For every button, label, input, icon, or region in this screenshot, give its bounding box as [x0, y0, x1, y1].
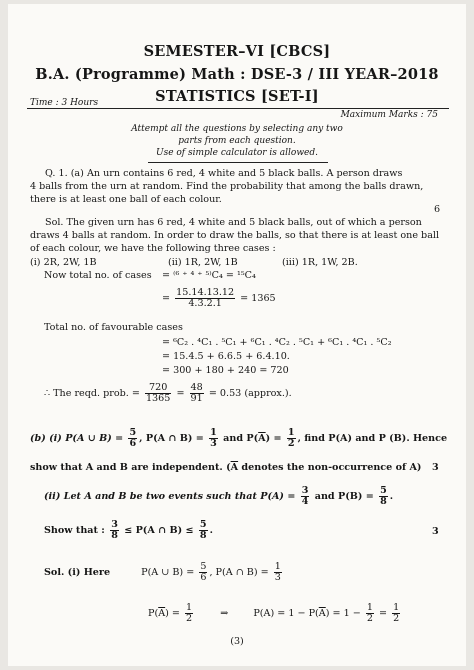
sol1-total-expr: = ⁽⁶ ⁺ ⁴ ⁺ ⁵⁾C₄ = ¹⁵C₄: [162, 270, 256, 281]
q1a-line-3: there is at least one ball of each colour.: [30, 194, 222, 205]
q1b-f2-num: 1: [210, 427, 217, 438]
q1b-line2-a: show that A and B are independent. (: [30, 462, 231, 473]
instruction-3: Use of simple calculator is allowed.: [156, 148, 318, 158]
q1b-i-line-1: [30, 428, 447, 449]
q1b-f2-den: 3: [210, 438, 217, 450]
q1b-ii-show: [44, 520, 213, 541]
sol2-f1-num: 5: [200, 561, 207, 572]
q1b-mid-2: and P(: [223, 433, 259, 445]
implies-arrow-icon: ⇒: [220, 608, 229, 620]
sol1-line-1: Sol. The given urn has 6 red, 4 white and 5 black balls, out of which a person: [45, 217, 422, 228]
prob-num-2: 48: [190, 382, 203, 393]
sol1-case-1: (i) 2R, 2W, 1B: [30, 257, 97, 268]
q1b-mid-3: ) =: [265, 433, 282, 445]
q1b2-mid: and P(B) =: [314, 491, 374, 503]
sol1-case-3: (iii) 1R, 1W, 2B.: [282, 257, 358, 268]
sol2-f2-den: 3: [274, 572, 281, 584]
total-numerator: 15.14.13.12: [176, 287, 235, 298]
q1b2-s2-den: 8: [199, 530, 207, 542]
title-course: B.A. (Programme) Math : DSE-3 / III YEAR–2018: [35, 66, 439, 83]
q1b-f1-den: 6: [129, 438, 137, 450]
q1b-i-part: (b) (i) P(A ∪ B) =: [30, 433, 124, 445]
sol2-l2b: ) =: [165, 608, 180, 620]
sol1-line-3: of each colour, we have the following three cases :: [30, 243, 276, 254]
sol1-fav-3: = 300 + 180 + 240 = 720: [162, 365, 289, 376]
sol2-l2d: ) = 1 −: [325, 608, 361, 620]
q1b2-s1-den: 8: [111, 530, 118, 542]
sol1-case-2: (ii) 1R, 2W, 1B: [168, 257, 238, 268]
prob-num-1: 720: [145, 383, 171, 394]
sol1-fav-1: = ⁶C₂ . ⁴C₁ . ⁵C₁ + ⁶C₁ . ⁴C₂ . ⁵C₁ + ⁶C₁ . ⁴C₁ . ⁵C₂: [162, 337, 392, 348]
sol2-l2-cbar: $\overline{A}$: [318, 608, 326, 620]
q1b2-s1-num: 3: [111, 519, 118, 530]
sol2-g3-den: 2: [393, 613, 400, 625]
time-label: Time : 3 Hours: [30, 98, 99, 108]
sol2-l2a: P(: [148, 608, 159, 620]
sol2-e2: , P(A ∩ B) =: [209, 567, 269, 579]
sol2-e1: P(A ∪ B) =: [141, 567, 195, 579]
q1b-tail: , find P(A) and P (B). Hence: [297, 433, 448, 445]
sol2-g2-den: 2: [366, 613, 373, 625]
q1b-i-marks: 3: [432, 462, 439, 473]
sol2-l2c: P(A) = 1 − P(: [253, 608, 319, 620]
q1b-line2-abar: $\overline{A}$: [230, 462, 239, 473]
sol2-f1-den: 6: [200, 572, 207, 584]
marks-label: Maximum Marks : 75: [340, 110, 438, 120]
sol1-fav-label: Total no. of favourable cases: [44, 322, 183, 333]
q1b2-f2-num: 5: [380, 485, 387, 496]
sol2-label: Sol. (i) Here: [44, 567, 111, 579]
sol2-l2-abar: $\overline{A}$: [158, 608, 166, 620]
sol1-line-2: draws 4 balls at random. In order to draw the balls, so that there is at least one ball: [30, 230, 440, 241]
header-rule-top: [27, 108, 449, 109]
sol2-g1-den: 2: [186, 613, 193, 625]
q1b-mid-1: , P(A ∩ B) =: [139, 433, 204, 445]
q1b-ii-line: [44, 486, 393, 507]
sol2-l2e: =: [379, 608, 388, 620]
q1b2-end: .: [389, 491, 394, 503]
q1b-f1-num: 5: [129, 427, 137, 438]
q1b-line2-c: denotes the non-occurrence of A): [238, 462, 422, 473]
sol2-g3-num: 1: [393, 602, 400, 613]
title-paper: STATISTICS [SET-I]: [155, 88, 319, 105]
sol1-fav-2: = 15.4.5 + 6.6.5 + 6.4.10.: [162, 351, 290, 362]
q1b-ii-marks: 3: [432, 526, 439, 537]
q1b2-s2-num: 5: [199, 519, 207, 530]
sol2-g1-num: 1: [186, 602, 193, 613]
q1b-f3-den: 2: [287, 438, 295, 450]
q1b2-f2-den: 8: [380, 496, 387, 508]
title-semester: SEMESTER–VI [CBCS]: [143, 43, 331, 60]
sol2-line-1: [44, 562, 284, 583]
instruction-2: parts from each question.: [178, 136, 296, 146]
instruction-1: Attempt all the questions by selecting any two: [131, 124, 343, 134]
sol2-line-2: [148, 603, 402, 624]
q1a-line-2: 4 balls from the urn at random. Find the probability that among the balls drawn,: [30, 181, 424, 192]
instruction-rule: [148, 162, 328, 163]
total-value: = 1365: [240, 293, 276, 305]
q1b-i-line-2: [30, 462, 421, 473]
sol1-probability: ∴ The reqd. prob. = $\frac{720}{1365}$ = $\frac{48}{91}$ = 0.53 (approx.).: [44, 382, 292, 405]
q1b2-s-end: .: [209, 525, 213, 537]
q1b-ii-part: (ii) Let A and B be two events such that P(A) =: [44, 491, 296, 503]
page-number: (3): [230, 636, 244, 647]
sol2-g2-num: 1: [366, 602, 373, 613]
q1a-marks: 6: [434, 204, 441, 215]
sol2-f2-num: 1: [274, 561, 281, 572]
prob-value: = 0.53 (approx.).: [208, 388, 292, 400]
q1b-a-bar: $\overline{A}$: [258, 433, 266, 445]
prob-den-1: 1365: [145, 393, 171, 405]
q1b2-f1-den: 4: [301, 496, 309, 508]
prob-label: ∴ The reqd. prob. =: [44, 388, 140, 400]
q1b2-f1-num: 3: [301, 485, 309, 496]
prob-den-2: 91: [190, 393, 203, 405]
sol1-total-fraction: = $\frac{15.14.13.12}{4.3.2.1}$ = 1365: [162, 287, 276, 310]
q1b2-s-mid: ≤ P(A ∩ B) ≤: [124, 525, 194, 537]
sol1-total-label: Now total no. of cases: [44, 270, 152, 281]
total-denominator: 4.3.2.1: [188, 298, 222, 310]
q1a-line-1: Q. 1. (a) An urn contains 6 red, 4 white and 5 black balls. A person draws: [45, 168, 403, 179]
q1b2-show-label: Show that :: [44, 525, 105, 537]
q1b-f3-num: 1: [287, 427, 295, 438]
